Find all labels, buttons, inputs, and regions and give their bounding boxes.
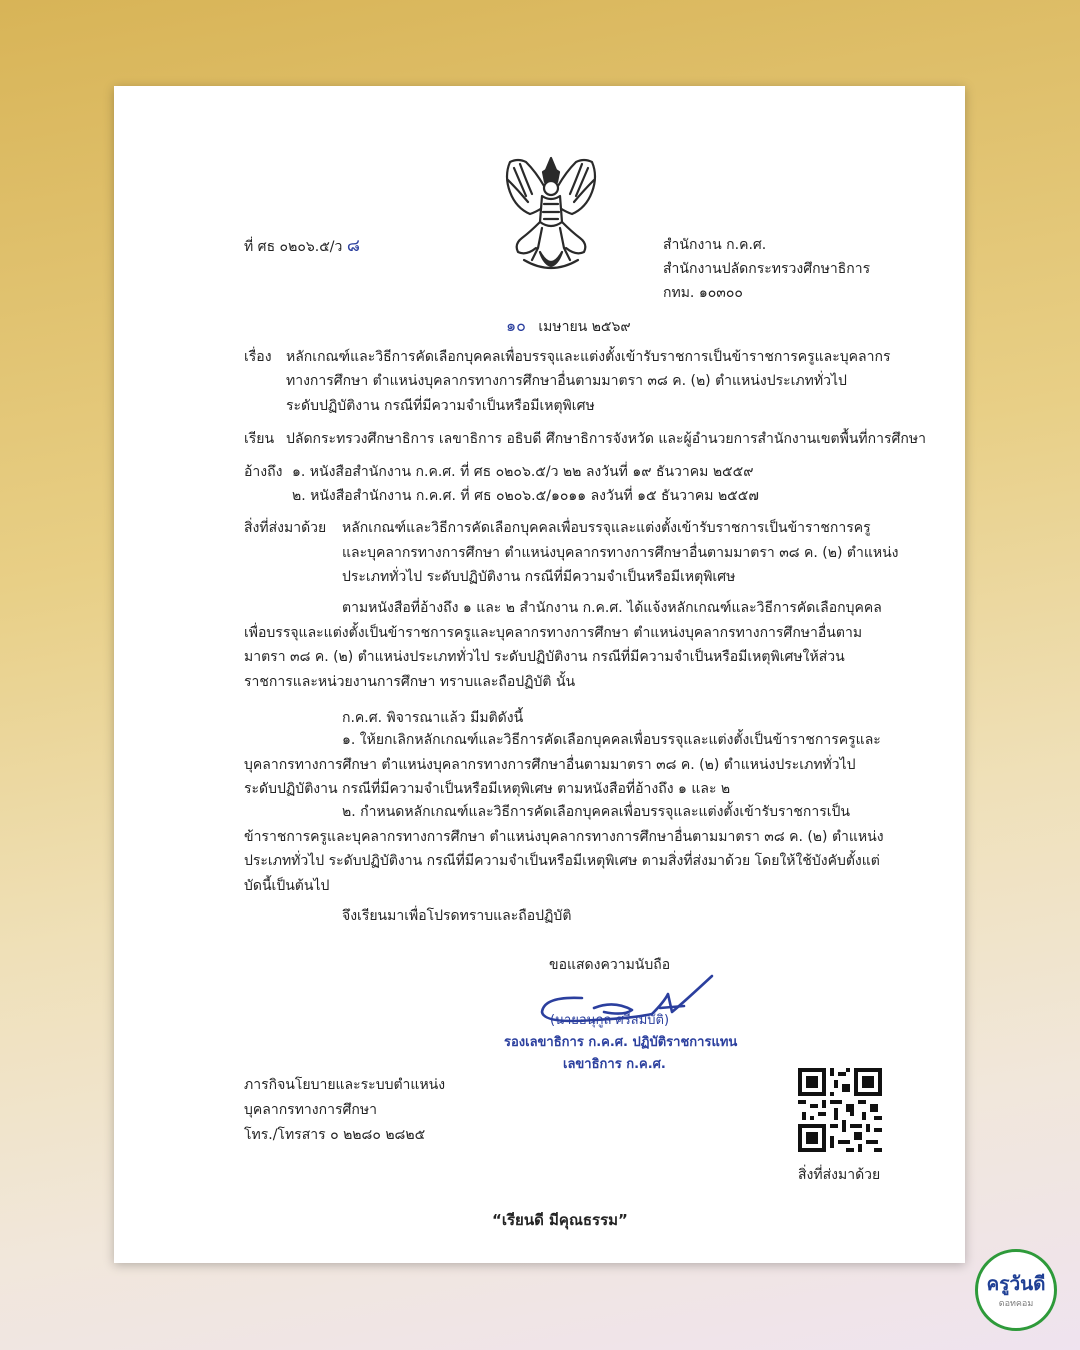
- regards-line: ขอแสดงความนับถือ: [549, 957, 671, 973]
- department-line-2: บุคลากรทางการศึกษา: [244, 1102, 377, 1118]
- office-line-1: สำนักงาน ก.ค.ศ.: [663, 237, 767, 253]
- document-date: [506, 316, 631, 337]
- qr-code-icon[interactable]: [798, 1068, 882, 1152]
- qr-caption: สิ่งที่ส่งมาด้วย: [798, 1167, 881, 1183]
- date-month-year: เมษายน ๒๕๖๙: [538, 319, 631, 335]
- body-paragraph-1: ตามหนังสือที่อ้างถึง ๑ และ ๒ สำนักงาน ก.ค.ศ. ได้แจ้งหลักเกณฑ์และวิธีการคัดเลือกบุคคลเพื่อบรรจุและแต่งตั้งเป็นข้าราชการครูและบุคลากรทางการศึกษา ตำแหน่งบุคลากรทางการศึกษาอื่นตามมาตรา ๓๘ ค. (๒) ตำแหน่งประเภททั่วไป ระดับปฏิบัติงาน กรณีที่มีความจำเป็นหรือมีเหตุพิเศษให้ส่วนราชการและหน่วยงานการศึกษา ทราบและถือปฏิบัติ นั้น: [244, 600, 882, 690]
- subject-label: เรื่อง: [244, 349, 272, 365]
- enclosure-label: สิ่งที่ส่งมาด้วย: [244, 520, 327, 536]
- subject-line-2: ทางการศึกษา ตำแหน่งบุคลากรทางการศึกษาอื่นตามมาตรา ๓๘ ค. (๒) ตำแหน่งประเภททั่วไป: [286, 373, 847, 389]
- department-line-1: ภารกิจนโยบายและระบบตำแหน่ง: [244, 1077, 446, 1093]
- date-day-handwritten: ๑๐: [506, 316, 526, 335]
- reference-number-text: ที่ ศธ ๐๒๐๖.๕/ว: [244, 239, 343, 255]
- handwritten-number: ๘: [346, 236, 360, 256]
- document-page: [114, 86, 965, 1263]
- logo-sub-text: ดอทคอม: [998, 1299, 1034, 1309]
- subject-line-1: หลักเกณฑ์และวิธีการคัดเลือกบุคคลเพื่อบรรจุและแต่งตั้งเข้ารับราชการเป็นข้าราชการครูและบุคลากร: [286, 349, 891, 365]
- resolution-item-2: ๒. กำหนดหลักเกณฑ์และวิธีการคัดเลือกบุคคลเพื่อบรรจุและแต่งตั้งเข้ารับราชการเป็นข้าราชการครูและบุคลากรทางการศึกษา ตำแหน่งบุคลากรทางการศึกษาอื่นตามมาตรา ๓๘ ค. (๒) ตำแหน่งประเภททั่วไป ระดับปฏิบัติงาน กรณีที่มีความจำเป็นหรือมีเหตุพิเศษ ตามสิ่งที่ส่งมาด้วย โดยให้ใช้บังคับตั้งแต่บัดนี้เป็นต้นไป: [244, 804, 884, 894]
- logo-main-text: ครูวันดี: [986, 1273, 1046, 1295]
- motto: “เรียนดี มีคุณธรรม”: [492, 1211, 628, 1229]
- signatory-name: (นายอนุกูล ศรีสมบัติ): [550, 1013, 670, 1028]
- reference-number: [244, 236, 360, 257]
- reference-item-2: ๒. หนังสือสำนักงาน ก.ค.ศ. ที่ ศธ ๐๒๐๖.๕/๑๐๑๑ ลงวันที่ ๑๕ ธันวาคม ๒๕๕๗: [292, 488, 759, 504]
- recipient-text: ปลัดกระทรวงศึกษาธิการ เลขาธิการ อธิบดี ศึกษาธิการจังหวัด และผู้อำนวยการสำนักงานเขตพื้นที่การศึกษา: [286, 431, 926, 447]
- resolution-line: ก.ค.ศ. พิจารณาแล้ว มีมติดังนี้: [342, 710, 524, 726]
- office-line-2: สำนักงานปลัดกระทรวงศึกษาธิการ: [663, 261, 871, 277]
- enclosure-line-1: หลักเกณฑ์และวิธีการคัดเลือกบุคคลเพื่อบรรจุและแต่งตั้งเข้ารับราชการเป็นข้าราชการครู: [342, 520, 871, 536]
- enclosure-line-2: และบุคลากรทางการศึกษา ตำแหน่งบุคลากรทางการศึกษาอื่นตามมาตรา ๓๘ ค. (๒) ตำแหน่ง: [342, 545, 899, 561]
- subject-line-3: ระดับปฏิบัติงาน กรณีที่มีความจำเป็นหรือมีเหตุพิเศษ: [286, 398, 595, 414]
- kruwandee-logo[interactable]: [975, 1249, 1057, 1331]
- signatory-position-2: เลขาธิการ ก.ค.ศ.: [563, 1057, 666, 1072]
- resolution-item-1: ๑. ให้ยกเลิกหลักเกณฑ์และวิธีการคัดเลือกบุคคลเพื่อบรรจุและแต่งตั้งเป็นข้าราชการครูและบุคลากรทางการศึกษา ตำแหน่งบุคลากรทางการศึกษาอื่นตามมาตรา ๓๘ ค. (๒) ตำแหน่งประเภททั่วไประดับปฏิบัติงาน กรณีที่มีความจำเป็นหรือมีเหตุพิเศษ ตามหนังสือที่อ้างถึง ๑ และ ๒: [244, 732, 881, 797]
- phone-fax: โทร./โทรสาร ๐ ๒๒๘๐ ๒๘๒๕: [244, 1127, 426, 1143]
- closing-line: จึงเรียนมาเพื่อโปรดทราบและถือปฏิบัติ: [342, 908, 572, 924]
- reference-item-1: ๑. หนังสือสำนักงาน ก.ค.ศ. ที่ ศธ ๐๒๐๖.๕/ว ๒๒ ลงวันที่ ๑๙ ธันวาคม ๒๕๕๙: [292, 464, 754, 480]
- enclosure-line-3: ประเภททั่วไป ระดับปฏิบัติงาน กรณีที่มีความจำเป็นหรือมีเหตุพิเศษ: [342, 569, 736, 585]
- references-label: อ้างถึง: [244, 464, 283, 480]
- office-postcode: กทม. ๑๐๓๐๐: [663, 285, 743, 301]
- recipient-label: เรียน: [244, 431, 275, 447]
- signatory-position-1: รองเลขาธิการ ก.ค.ศ. ปฏิบัติราชการแทน: [504, 1035, 738, 1050]
- garuda-emblem-icon: [496, 152, 606, 282]
